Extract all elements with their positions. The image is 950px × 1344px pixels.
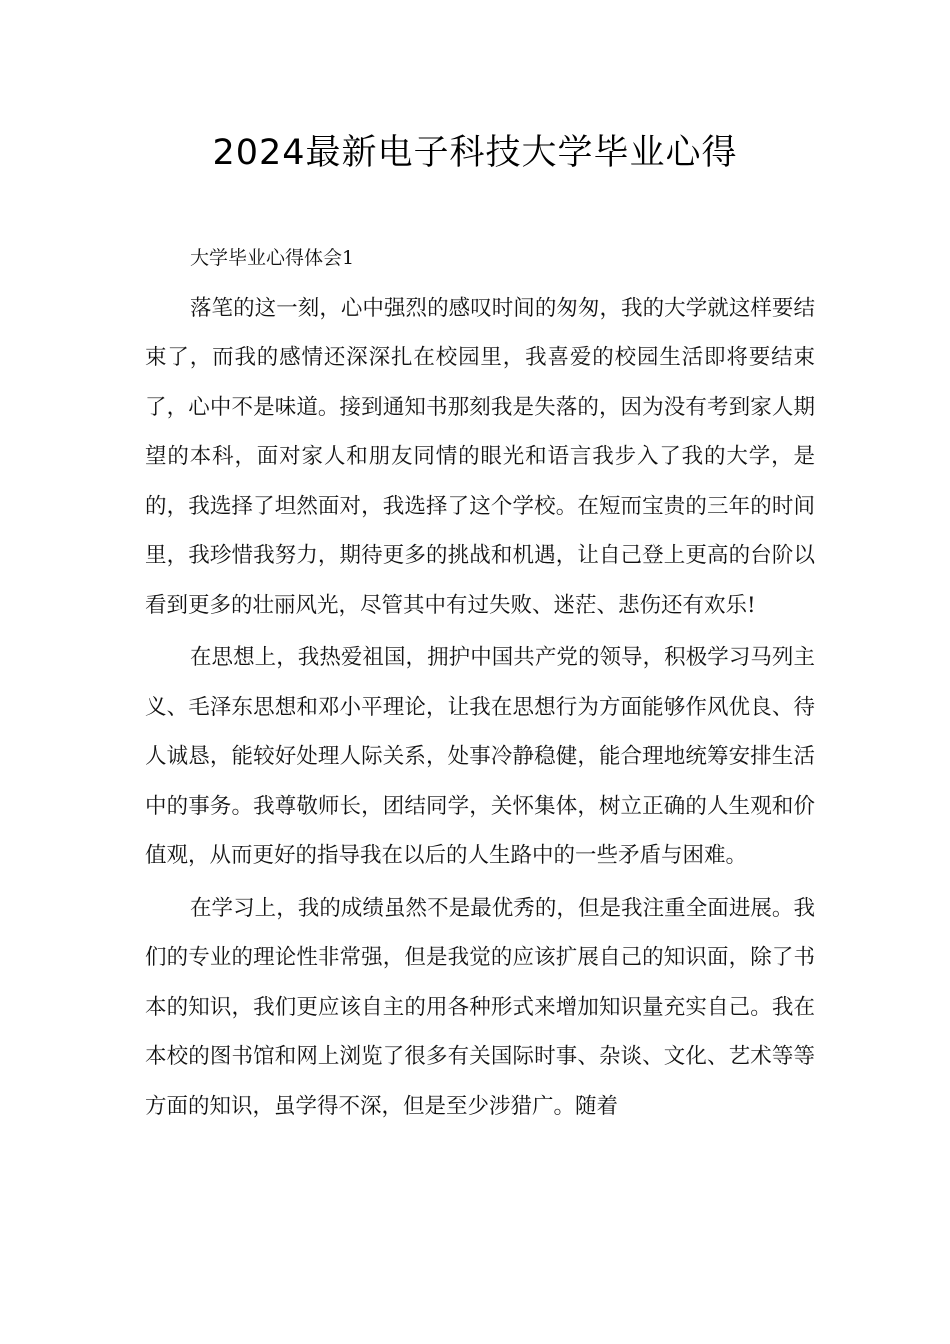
section-heading: 大学毕业心得体会1 [190, 247, 355, 269]
paragraph-1: 落笔的这一刻，心中强烈的感叹时间的匆匆，我的大学就这样要结束了，而我的感情还深深扎在校园里，我喜爱的校园生活即将要结束了，心中不是味道。接到通知书那刻我是失落的，因为没有考到家人期望的本科，面对家人和朋友同情的眼光和语言我步入了我的大学，是的，我选择了坦然面对，我选择了这个学校。在短而宝贵的三年的时间里，我珍惜我努力，期待更多的挑战和机遇，让自己登上更高的台阶以看到更多的壮丽风光，尽管其中有过失败、迷茫、悲伤还有欢乐! [145, 295, 815, 618]
paragraph-3: 在学习上，我的成绩虽然不是最优秀的，但是我注重全面进展。我们的专业的理论性非常强，但是我觉的应该扩展自己的知识面，除了书本的知识，我们更应该自主的用各种形式来增加知识量充实自己。我在本校的图书馆和网上浏览了很多有关国际时事、杂谈、文化、艺术等等方面的知识，虽学得不深，但是至少涉猎广。随着 [145, 895, 815, 1119]
paragraph-2: 在思想上，我热爱祖国，拥护中国共产党的领导，积极学习马列主义、毛泽东思想和邓小平理论，让我在思想行为方面能够作风优良、待人诚恳，能较好处理人际关系，处事冷静稳健，能合理地统筹安排生活中的事务。我尊敬师长，团结同学，关怀集体，树立正确的人生观和价值观，从而更好的指导我在以后的人生路中的一些矛盾与困难。 [145, 645, 815, 868]
document-body [145, 234, 815, 1131]
document-title: 2024最新电子科技大学毕业心得 [212, 133, 738, 173]
